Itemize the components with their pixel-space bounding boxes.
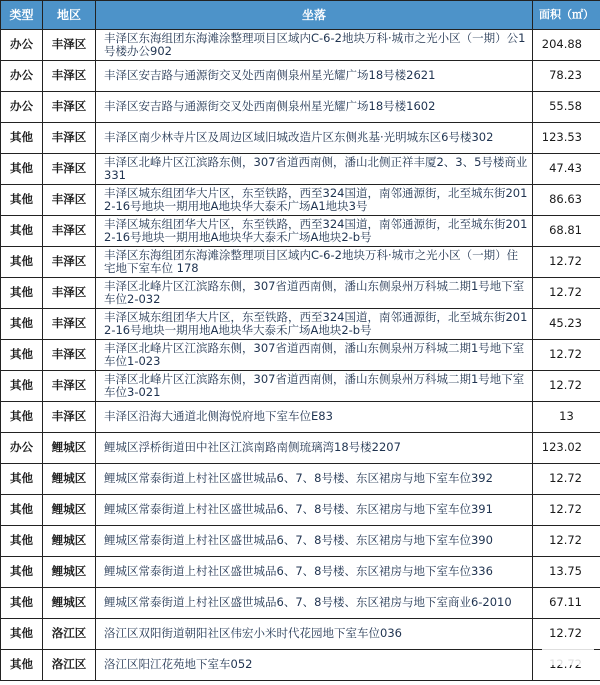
cell-type: 其他	[1, 650, 43, 681]
cell-size: 12.72	[533, 526, 600, 557]
table-row	[1, 464, 600, 495]
cell-area: 洛江区	[43, 650, 96, 681]
cell-size: 12.72	[533, 495, 600, 526]
cell-location: 洛江区双阳街道朝阳社区伟宏小米时代花园地下室车位036	[96, 619, 533, 650]
table-row	[1, 216, 600, 247]
column-header-area: 地区	[43, 1, 96, 30]
cell-size: 204.88	[533, 30, 600, 61]
cell-area: 丰泽区	[43, 123, 96, 154]
cell-location: 鲤城区浮桥街道田中社区江滨南路南侧琉璃湾18号楼2207	[96, 433, 533, 464]
cell-type: 其他	[1, 557, 43, 588]
column-header-type: 类型	[1, 1, 43, 30]
cell-type: 其他	[1, 216, 43, 247]
cell-location: 鲤城区常泰街道上村社区盛世城品6、7、8号楼、东区裙房与地下室车位336	[96, 557, 533, 588]
cell-area: 丰泽区	[43, 92, 96, 123]
cell-location: 鲤城区常泰街道上村社区盛世城品6、7、8号楼、东区裙房与地下室车位390	[96, 526, 533, 557]
table-row	[1, 247, 600, 278]
cell-location: 丰泽区城东组团华大片区，东至铁路，西至324国道，南邻通源街，北至城东街2012-16号地块一期用地A地块华大泰禾广场A地块2-b号	[96, 309, 533, 340]
cell-size: 13.75	[533, 557, 600, 588]
table-row	[1, 92, 600, 123]
cell-location: 洛江区阳江花苑地下室车052	[96, 650, 533, 681]
table-row	[1, 371, 600, 402]
table-header-row	[1, 1, 600, 30]
cell-size: 67.11	[533, 588, 600, 619]
cell-type: 其他	[1, 464, 43, 495]
cell-area: 丰泽区	[43, 309, 96, 340]
table-row	[1, 30, 600, 61]
table-row	[1, 650, 600, 681]
cell-location: 丰泽区安吉路与通源街交叉处西南侧泉州星光耀广场18号楼1602	[96, 92, 533, 123]
cell-size: 55.58	[533, 92, 600, 123]
cell-type: 其他	[1, 247, 43, 278]
cell-type: 其他	[1, 185, 43, 216]
cell-location: 丰泽区城东组团华大片区，东至铁路，西至324国道，南邻通源街，北至城东街2012-16号地块一期用地A地块华大泰禾广场A1地块3号	[96, 185, 533, 216]
cell-area: 鲤城区	[43, 588, 96, 619]
cell-type: 其他	[1, 154, 43, 185]
cell-type: 办公	[1, 92, 43, 123]
cell-area: 鲤城区	[43, 526, 96, 557]
cell-type: 其他	[1, 278, 43, 309]
cell-location: 丰泽区沿海大通道北侧海悦府地下室车位E83	[96, 402, 533, 433]
cell-area: 丰泽区	[43, 340, 96, 371]
cell-size: 47.43	[533, 154, 600, 185]
cell-area: 鲤城区	[43, 464, 96, 495]
watermark-overlay	[542, 643, 594, 665]
cell-area: 丰泽区	[43, 371, 96, 402]
cell-size: 12.72	[533, 247, 600, 278]
cell-area: 丰泽区	[43, 185, 96, 216]
table-row	[1, 619, 600, 650]
table-row	[1, 61, 600, 92]
cell-type: 其他	[1, 526, 43, 557]
cell-size: 78.23	[533, 61, 600, 92]
table-row	[1, 495, 600, 526]
cell-size: 12.72	[533, 371, 600, 402]
cell-area: 鲤城区	[43, 495, 96, 526]
cell-size: 86.63	[533, 185, 600, 216]
cell-type: 办公	[1, 61, 43, 92]
cell-location: 鲤城区常泰街道上村社区盛世城品6、7、8号楼、东区裙房与地下室车位392	[96, 464, 533, 495]
cell-area: 鲤城区	[43, 557, 96, 588]
cell-location: 丰泽区南少林寺片区及周边区域旧城改造片区东侧兆基·光明城东区6号楼302	[96, 123, 533, 154]
table-body	[1, 30, 600, 681]
cell-area: 丰泽区	[43, 30, 96, 61]
cell-location: 丰泽区北峰片区江滨路东侧，307省道西南侧，潘山东侧泉州万科城二期1号地下室车位1-023	[96, 340, 533, 371]
cell-location: 鲤城区常泰街道上村社区盛世城品6、7、8号楼、东区裙房与地下室商业6-2010	[96, 588, 533, 619]
table-row	[1, 123, 600, 154]
table-row	[1, 557, 600, 588]
table-row	[1, 154, 600, 185]
cell-location: 丰泽区北峰片区江滨路东侧，307省道西南侧，潘山东侧泉州万科城二期1号地下室车位3-021	[96, 371, 533, 402]
table-row	[1, 340, 600, 371]
table-row	[1, 433, 600, 464]
cell-type: 其他	[1, 588, 43, 619]
cell-type: 其他	[1, 123, 43, 154]
cell-area: 丰泽区	[43, 247, 96, 278]
table-row	[1, 526, 600, 557]
cell-size: 123.02	[533, 433, 600, 464]
cell-area: 丰泽区	[43, 278, 96, 309]
cell-area: 丰泽区	[43, 154, 96, 185]
cell-type: 其他	[1, 371, 43, 402]
cell-size: 12.72	[533, 619, 600, 650]
column-header-size: 面积（㎡）	[533, 1, 600, 30]
cell-location: 丰泽区北峰片区江滨路东侧，307省道西南侧，潘山东侧泉州万科城二期1号地下室车位2-032	[96, 278, 533, 309]
cell-type: 其他	[1, 495, 43, 526]
cell-size: 123.53	[533, 123, 600, 154]
cell-location: 鲤城区常泰街道上村社区盛世城品6、7、8号楼、东区裙房与地下室车位391	[96, 495, 533, 526]
cell-area: 丰泽区	[43, 402, 96, 433]
table-row	[1, 278, 600, 309]
cell-location: 丰泽区北峰片区江滨路东侧，307省道西南侧，潘山北侧正祥丰厦2、3、5号楼商业331	[96, 154, 533, 185]
column-header-location: 坐落	[96, 1, 533, 30]
cell-size: 45.23	[533, 309, 600, 340]
cell-type: 办公	[1, 30, 43, 61]
table-row	[1, 588, 600, 619]
cell-location: 丰泽区东海组团东海滩涂整理项目区域内C-6-2地块万科·城市之光小区（一期）公1号楼办公902	[96, 30, 533, 61]
table-row	[1, 402, 600, 433]
cell-type: 办公	[1, 433, 43, 464]
cell-type: 其他	[1, 309, 43, 340]
cell-area: 丰泽区	[43, 61, 96, 92]
cell-type: 其他	[1, 340, 43, 371]
cell-location: 丰泽区安吉路与通源街交叉处西南侧泉州星光耀广场18号楼2621	[96, 61, 533, 92]
cell-size: 68.81	[533, 216, 600, 247]
cell-location: 丰泽区东海组团东海滩涂整理项目区域内C-6-2地块万科·城市之光小区（一期）住宅地下室车位 178	[96, 247, 533, 278]
table-row	[1, 185, 600, 216]
cell-location: 丰泽区城东组团华大片区，东至铁路，西至324国道，南邻通源街，北至城东街2012-16号地块一期用地A地块华大泰禾广场A地块2-b号	[96, 216, 533, 247]
cell-area: 洛江区	[43, 619, 96, 650]
cell-size: 12.72	[533, 464, 600, 495]
cell-area: 鲤城区	[43, 433, 96, 464]
cell-size: 12.72	[533, 278, 600, 309]
cell-type: 其他	[1, 619, 43, 650]
cell-type: 其他	[1, 402, 43, 433]
cell-size: 12.72	[533, 340, 600, 371]
cell-area: 丰泽区	[43, 216, 96, 247]
table-row	[1, 309, 600, 340]
cell-size: 13	[533, 402, 600, 433]
